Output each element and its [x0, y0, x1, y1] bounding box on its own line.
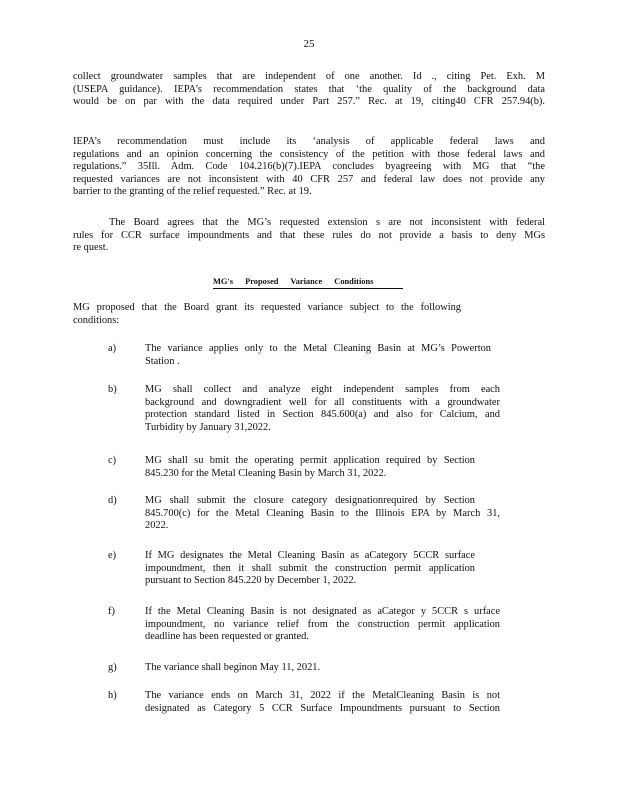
text-line: MG shall collect and analyze eight independent samples from each	[145, 384, 500, 395]
condition-text	[145, 606, 500, 644]
text-line: If MG designates the Metal Cleaning Basin as aCategory 5CCR surface	[145, 550, 475, 561]
paragraph-mg-proposed	[73, 302, 461, 327]
text-line: Station .	[145, 355, 180, 367]
text-line: 845.700(c) for the Metal Cleaning Basin to the Illinois EPA by March 31,	[145, 507, 500, 519]
paragraph-iepa-recommendation	[73, 136, 545, 199]
text-line: requested variances are not inconsistent with 40 CFR 257 and federal law does not provide any	[73, 173, 545, 185]
page-number: 25	[303, 38, 315, 50]
condition-text	[145, 550, 475, 588]
text-line: barrier to the granting of the relief requested.” Rec. at 19.	[73, 186, 312, 198]
text-line: The variance ends on March 31, 2022 if the MetalCleaning Basin is not	[145, 690, 500, 701]
section-heading: MG's Proposed Variance Conditions	[213, 277, 403, 289]
condition-text	[145, 495, 500, 533]
paragraph-board-agrees	[73, 217, 545, 255]
text-line: Turbidity by January 31,2022.	[145, 421, 271, 433]
text-line: (USEPA guidance). IEPA’s recommendation states that ‘the quality of the background data	[73, 83, 545, 95]
text-line: pursuant to Section 845.220 by December 1, 2022.	[145, 575, 357, 587]
condition-label: a)	[108, 343, 117, 354]
text-line: impoundment, no variance relief from the construction permit application	[145, 618, 500, 630]
text-line: regulations and an opinion concerning the consistency of the petition with those federal laws and	[73, 148, 545, 160]
text-line: collect groundwater samples that are independent of one another. Id ., citing Pet. Exh. M	[73, 71, 545, 82]
text-line: deadline has been requested or granted.	[145, 631, 309, 643]
condition-label: b)	[108, 384, 117, 395]
text-line: protection standard listed in Section 845.600(a) and also for Calcium, and	[145, 409, 500, 421]
text-line: impoundment, then it shall submit the construction permit application	[145, 562, 475, 574]
condition-text	[145, 455, 475, 480]
text-line: MG shall submit the closure category designationrequired by Section	[145, 495, 475, 506]
condition-label: e)	[108, 550, 117, 561]
text-line: conditions:	[73, 314, 120, 326]
condition-label: f)	[108, 606, 115, 617]
text-line: re quest.	[73, 242, 109, 254]
text-line: regulations.” 35Ill. Adm. Code 104.216(b)(7).IEPA concludes byagreeing with MG that “the	[73, 161, 545, 173]
text-line: background and downgradient well for all constituents with a groundwater	[145, 396, 500, 408]
condition-text	[145, 690, 500, 715]
text-line: 845.230 for the Metal Cleaning Basin by March 31, 2022.	[145, 467, 387, 479]
condition-label: d)	[108, 495, 117, 506]
text-line: 2022.	[145, 520, 169, 532]
condition-label: g)	[108, 662, 117, 673]
text-line: rules for CCR surface impoundments and that these rules do not provide a basis to deny MGs	[73, 229, 545, 241]
condition-text	[145, 662, 500, 675]
text-line: If the Metal Cleaning Basin is not designated as aCategor y 5CCR s urface	[145, 606, 500, 617]
text-line: IEPA’s recommendation must include its ‘analysis of applicable federal laws and	[73, 136, 545, 147]
text-line: designated as Category 5 CCR Surface Impoundments pursuant to Section	[145, 702, 500, 714]
condition-label: h)	[108, 690, 117, 701]
text-line: The variance shall beginon May 11, 2021.	[145, 662, 321, 673]
text-line: MG shall su bmit the operating permit application required by Section	[145, 455, 475, 466]
text-line: The variance applies only to the Metal Cleaning Basin at MG’s Powerton	[145, 343, 491, 354]
text-line: MG proposed that the Board grant its requested variance subject to the following	[73, 302, 461, 313]
condition-text	[145, 343, 491, 368]
text-line: The Board agrees that the MG’s requested extension s are not inconsistent with federal	[109, 217, 545, 228]
condition-label: c)	[108, 455, 117, 466]
text-line: would be on par with the data required under Part 257.” Rec. at 19, citing40 CFR 257.94(b).	[73, 96, 545, 108]
paragraph-background-samples	[73, 71, 545, 109]
condition-text	[145, 384, 500, 434]
